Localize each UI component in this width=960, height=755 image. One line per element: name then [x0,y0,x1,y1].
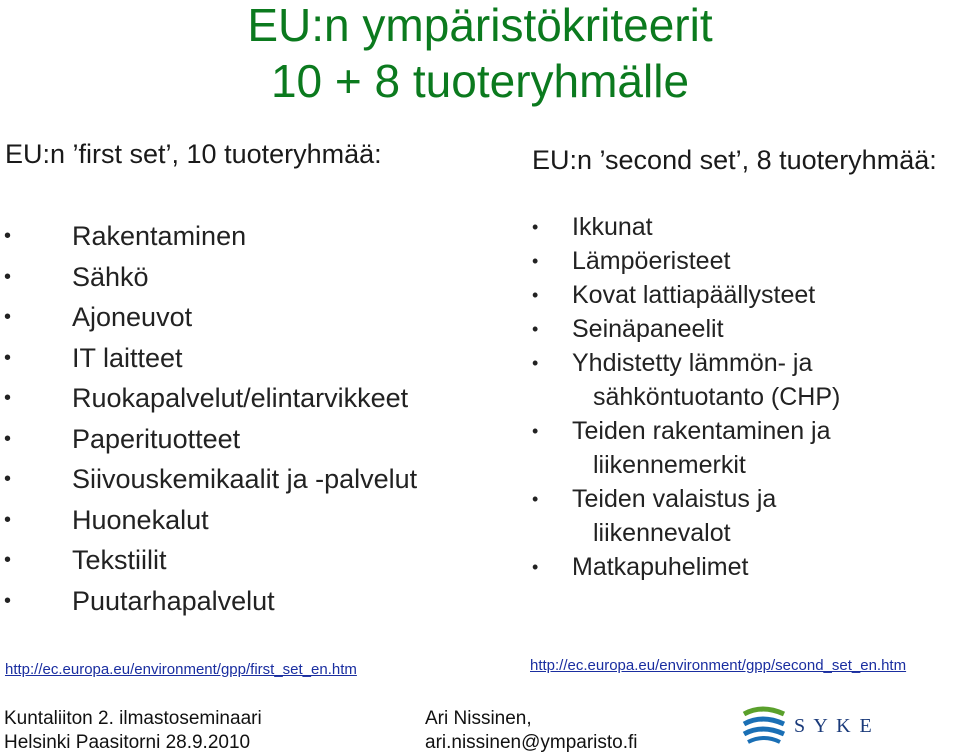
second-set-item [530,550,840,584]
bullet-icon: • [532,353,539,373]
first-set-item-label: Huonekalut [72,504,209,535]
syke-emblem-icon [744,709,784,742]
second-set-item-label: Lämpöeristeet [572,247,731,275]
footer-author-name: Ari Nissinen, [425,708,532,729]
second-set-item [530,414,840,482]
footer-event-place-date: Helsinki Paasitorni 28.9.2010 [4,732,251,753]
bullet-icon: • [532,557,539,577]
second-set-item [530,244,840,278]
second-set-item-continuation: liikennemerkit [593,451,746,479]
second-set-item-continuation: sähköntuotanto (CHP) [593,383,841,411]
second-set-item-label: Yhdistetty lämmön- ja [572,349,813,377]
syke-logo-text: S Y K E [794,715,874,737]
first-set-item-label: Siivouskemikaalit ja -palvelut [72,464,418,494]
second-set-item [530,278,840,312]
second-set-item [530,482,840,550]
bullet-icon: • [4,225,12,247]
bullet-icon: • [532,421,539,441]
bullet-icon: • [4,265,12,288]
second-set-item [530,312,840,346]
first-set-item-label: Tekstiilit [72,545,167,575]
bullet-icon: • [532,319,539,339]
slide-title-line1: EU:n ympäristökriteerit [247,0,713,51]
first-set-item-label: Ruokapalvelut/elintarvikkeet [72,383,409,413]
syke-logo [742,700,892,750]
second-set-item-label: Kovat lattiapäällysteet [572,281,816,309]
bullet-icon: • [4,427,12,450]
slide-title-line2: 10 + 8 tuoteryhmälle [270,55,690,107]
second-set-list [530,210,840,584]
second-set-item-label: Teiden valaistus ja [572,485,777,513]
footer-event [4,707,262,755]
footer-event-name: Kuntaliiton 2. ilmastoseminaari [4,708,262,729]
second-set-item-label: Teiden rakentaminen ja [572,417,831,445]
bullet-icon: • [532,285,539,305]
first-set-item-label: IT laitteet [72,342,183,373]
bullet-icon: • [4,468,12,490]
second-set-item-continuation: liikennevalot [593,519,731,547]
second-set-heading: EU:n ’second set’, 8 tuoteryhmää: [532,145,937,175]
bullet-icon: • [532,251,539,271]
second-set-item-label: Ikkunat [572,213,653,241]
bullet-icon: • [4,589,12,612]
first-set-item-label: Ajoneuvot [72,302,193,332]
bullet-icon: • [4,306,12,328]
bullet-icon: • [4,549,12,571]
first-set-item-label: Rakentaminen [72,221,247,251]
footer-author-email: ari.nissinen@ymparisto.fi [425,732,638,753]
first-set-item-label: Paperituotteet [72,423,241,454]
first-set-heading: EU:n ’first set’, 10 tuoteryhmää: [5,139,382,169]
second-set-link[interactable]: http://ec.europa.eu/environment/gpp/second_set_en.htm [530,657,907,674]
second-set-item-label: Matkapuhelimet [572,553,749,581]
bullet-icon: • [4,387,12,409]
footer-author [425,707,638,755]
first-set-item-label: Sähkö [72,261,149,292]
bullet-icon: • [532,217,539,237]
bullet-icon: • [4,508,12,531]
bullet-icon: • [4,346,12,369]
second-set-item-label: Seinäpaneelit [572,315,724,343]
first-set-item-label: Puutarhapalvelut [72,585,275,616]
bullet-icon: • [532,489,539,509]
second-set-item [530,346,840,414]
second-set-item [530,210,840,244]
first-set-link[interactable]: http://ec.europa.eu/environment/gpp/first_set_en.htm [5,661,357,678]
